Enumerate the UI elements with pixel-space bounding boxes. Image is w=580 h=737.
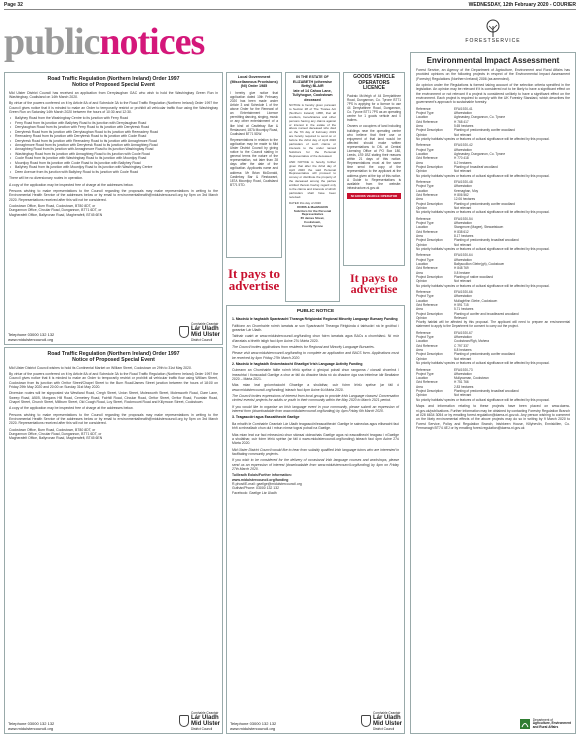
eia-label: Grid Reference	[416, 156, 438, 161]
eia-label: Area	[416, 270, 423, 275]
eia-value: Planting of predominantly broadleaf woodland	[454, 238, 519, 243]
route-item: • Mountjoy Road from its junction with Coole Road to its junction with Ballyhey Road	[15, 161, 218, 165]
eia-label: Opinion	[416, 205, 427, 210]
notice-para: Cuireann an Chomhairle fáilte roimh léiriú spéise ó ghrúpaí pobail chun ranganna / ciorcail chomhrá / imeachtaí / tionscadail Gaeilge a chur ar fáil do dhaoine fásta nó do dhaoine óga sna tréimhse idir Bealtaine 2020 – Márta 2021.	[232, 368, 399, 382]
council-logo	[179, 322, 220, 342]
eia-value: H 768 417	[454, 119, 469, 124]
page-number: Page 32	[4, 2, 23, 8]
route-item: • Washingbay Road from its junction with Annaghbeg Road to its junction with Coole Road	[15, 152, 218, 156]
route-item: • Annaghmore Road from its junction with Derrytresk Road to its junction with Annaghbeg Road	[15, 143, 218, 147]
route-item: • Ballyhey Road from its junction with Mountjoy Road to its junction with Washingbay Centre	[15, 165, 218, 169]
eia-value: EFA/1920-66	[454, 290, 473, 295]
eia-note: No priority habitats/ species or features of cultural significance will be affected by this proposal.	[416, 283, 550, 288]
eia-value: 6.8 hectares	[454, 348, 472, 353]
eia-label: Location	[416, 115, 429, 120]
eia-label: Location	[416, 339, 429, 344]
eia-label: Project Description	[416, 352, 443, 357]
eia-value: Planting of predominantly conifer woodland	[454, 201, 515, 206]
notice-para: AND NOTICE is hereby further given that after the 22nd day of April 2020 the said Personal Representative will proceed to convey or distribute the property of the deceased among the parties entitled thereto having regard only to the claims and interests of which particulars shall have been received.	[289, 159, 336, 199]
eia-value: Afforestation	[454, 111, 472, 116]
eia-notice	[410, 52, 576, 734]
route-list	[9, 116, 218, 174]
eia-value: Afforestation	[454, 221, 472, 226]
eia-value: H 770 418	[454, 156, 469, 161]
it-pays-line1: It pays to	[349, 271, 398, 285]
issue-date: WEDNESDAY, 12th February 2020 - COURIER	[468, 2, 576, 8]
council-name-irish: Lár Uladh	[190, 326, 219, 332]
daera-name1: Agriculture, Environment	[532, 721, 571, 726]
route-item: • Deen Avenue from its junction with Ballyhey Road to its junction with Coole Road	[15, 170, 218, 174]
eia-note: No priority habitats/ species or features of cultural significance will be affected by this proposal.	[416, 360, 550, 365]
eia-value: 5.65 hectares	[454, 123, 474, 128]
eia-value: EFA/1920-42	[454, 143, 473, 148]
estate-notice	[285, 72, 340, 302]
eia-label: Project Type	[416, 371, 434, 376]
goods-vehicle-notice	[343, 72, 405, 266]
notice-para: If you would like to organise an Irish language event in your community, please submit an expression of interest form (downloadable from www.midulstercouncil.org/funding) by 4pm Friday 6th March 2020.	[232, 404, 399, 414]
eia-note: No priority habitats/ species or features of cultural significance will be affected by this proposal.	[416, 173, 550, 178]
council-irish-name: Comhairle Ceantair	[372, 711, 401, 715]
eia-value: H 591 715	[454, 303, 469, 307]
notice-title: IN THE ESTATE OF ELIZABETH (otherwise Betty) BLAIR late of 14 Cahoo Lane, Tullyhogue, Cookstown deceased	[292, 75, 333, 102]
eia-value: EFA/1920-64	[454, 253, 473, 258]
eia-label: Location	[416, 298, 429, 303]
eia-label: Project Type	[416, 335, 434, 340]
notice-title: Environmental Impact Assessment	[426, 56, 560, 65]
notice-para: By virtue of the powers conferred on it by Article 8A of and Schedule 3A to the Road Traffic Regulation (Northern Ireland) Order 1997 the Council gives notice that it is minded to make an Order to temporarily restrict or prohibit all vehicular traffic flow using the Washingbay Green Run on Saturday 14th March 2020 between the hours of 10:30 and 12:30.	[9, 101, 218, 114]
eia-label: Reference	[416, 106, 431, 111]
eia-label: Location	[416, 225, 429, 230]
masthead-public: public	[4, 21, 100, 63]
eia-value: H 751 766	[454, 380, 469, 385]
daera-name2: and Rural Affairs	[532, 725, 559, 730]
notice-title: Road Traffic Regulation (Northern Ireland) Order 1997 Notice of Proposed Special Event	[47, 351, 180, 364]
eia-value: Relevant	[454, 315, 467, 320]
eia-note: No priority habitats/ species or features of cultural significance will be affected by this proposal.	[416, 210, 550, 215]
council-crest-icon	[361, 715, 371, 727]
eia-label: Project Type	[416, 294, 434, 299]
eia-project	[416, 143, 570, 177]
eia-label: Area	[416, 123, 423, 128]
eia-value: C 797 337	[454, 343, 469, 348]
tree-icon	[483, 18, 503, 38]
section-heading: 3. Teagascóirí agus Eascaitheoirí Gaeilge	[232, 415, 300, 420]
notice-para: Padraic McVeigh of 44 Derrylattinee Road, Dungannon, Co. Tyrone BT71 7PS is applying for a licence to use 44 Derrylattinee Road, Dungannon, Co. Tyrone BT71 7PS as an operating centre for 1 goods vehicle and 0 trailers.	[347, 93, 401, 123]
eia-project	[416, 217, 570, 251]
notice-para: Diversion routes will be signposted via Westland Road, Cregh Street, Union Street, Molesworth Street, Molesworth Road, Clare Lane, Sweep Road, A505, Morgans Hill Road, Cemetery Road, Fairhill Road, Circular Road, Orritor Street, Orritor Road, Fountain Road, Chapel Street, Church Street, Millburn Street, Old Coagh Road, Loy Street, Rockmount Road and Killymoon Street, Cookstown.	[9, 391, 218, 404]
eia-value: Not relevant	[454, 132, 472, 137]
eia-label: Project Description	[416, 274, 443, 279]
eia-note: No priority habitats/ species or features of cultural significance will be affected by this proposal.	[416, 246, 550, 251]
notice-para: Persons wishing to make representations to the Council regarding the proposals may make representations in writing to the Environmental Health Service of the addresses below or by email to environmentalhealth@midulstercouncil.org by 5pm on 3rd March 2020. Representations received after this will not be considered.	[9, 412, 218, 426]
council-irish-name: Comhairle Ceantair	[190, 322, 219, 326]
eia-label: Grid Reference	[416, 343, 438, 348]
eia-value: Not relevant	[454, 242, 472, 247]
eia-label: Area	[416, 233, 423, 238]
daera-logo	[520, 719, 571, 730]
eia-label: Grid Reference	[416, 380, 438, 385]
daera-dept: Department of	[532, 717, 553, 722]
notice-para: The Council invites applications from residents for Regional and Minority Language Bursaries.	[232, 345, 375, 350]
eia-label: Grid Reference	[416, 119, 438, 124]
notice-3-footer	[230, 713, 402, 731]
eia-value: Planting of native woodland	[454, 274, 493, 279]
eia-label: Reference	[416, 367, 431, 372]
eia-value: Stangmore (Magee), Stewartstown	[454, 225, 504, 230]
council-logo	[179, 711, 220, 731]
council-name-english: Mid Ulster	[372, 721, 402, 727]
council-district: District Council	[190, 338, 213, 342]
notice-title: Local Government (Miscellaneous Provisions) (NI) Order 1985	[230, 75, 278, 89]
eia-value: Afforestation	[454, 147, 472, 152]
council-name-english: Mid Ulster	[190, 332, 220, 338]
further-info: Tuilleadh Eolais/Further information:	[232, 473, 292, 478]
eia-label: Opinion	[416, 132, 427, 137]
eia-note: Priority habitat will be affected by this proposal. The applicant will need to prepare an environmental statement to apply to the Department for consent to carry out the project.	[416, 320, 570, 329]
eia-label: Location	[416, 262, 429, 267]
notice-para: There will be no diversionary routes in operation.	[9, 176, 84, 181]
daera-emblem-icon	[520, 719, 530, 729]
section-heading: 1. Maoiniú le haghaidh Sparánacht Theanga Réigiúnda/ Regional Minority Language Bursary Funding	[232, 317, 398, 322]
eia-label: Opinion	[416, 279, 427, 284]
eia-label: Grid Reference	[416, 303, 438, 307]
notice-addresses: Cookstown Office, Burn Road, Cookstown, BT80 8DT, or Dungannon Office, Circular Road, Dungannon, BT71 6DT, or Magherafelt Office, Ballyronan Road, Magherafelt, BT45 6EN	[9, 427, 103, 441]
eia-value: Planting of broadleaf woodland	[454, 164, 498, 169]
notice-para: Fáiltíonn an Chomhairle roimh iarratais ar son Sparánacht Theanga Réigiúnda ó tairiscóirí ná le gnóthaí i gceantar Lár Uladh.	[232, 323, 399, 332]
eia-value: Not relevant	[454, 279, 472, 284]
eia-value: Aghnaskey, Dungannon, Co. Tyrone	[454, 152, 506, 157]
eia-value: 6.2 hectares	[454, 160, 472, 165]
eia-label: Location	[416, 376, 429, 381]
council-logo	[361, 711, 402, 731]
eia-project	[416, 290, 570, 328]
council-district: District Council	[190, 727, 213, 731]
eia-value: Afforestation	[454, 294, 472, 299]
eia-label: Reference	[416, 216, 431, 221]
section-masthead	[4, 20, 304, 70]
eia-label: Grid Reference	[416, 266, 438, 271]
eia-value: 8.17 hectares	[454, 233, 474, 238]
notice-para: I hereby give notice that application dated 10th February 2020 has been made under Article 3 and Schedule 1 of the above Order for the Renewal of an Entertainment Licence permitting dancing, singing, music or any other entertainment of a like kind at Castlebay Bar & Restaurant, 187A Mountjoy Road, Coalisland BT71 5DW.	[230, 90, 279, 136]
notice-para: Mid Ulster District Council wishes to hold its Continental Market on William Street, Cookstown on 29th to 31st May 2020.	[9, 365, 192, 370]
eia-value: 5.71 hectares	[454, 307, 474, 312]
notice-para: Mid Ulster District Council would like to hear from suitably qualified Irish language tutors who are interested in facilitating community projects.	[232, 447, 399, 456]
eia-label: Location	[416, 152, 429, 157]
eia-value: Planting of predominantly broadleaf woodland	[454, 389, 519, 394]
eia-label: Reference	[416, 143, 431, 148]
notice-para: Más mian leat gníomhaíocht Ghaeilge a sholáthar, cuir foirm léiriú spéise (ar fáil ó www.midulstercouncil.org/funding) isteach faoi 4pm Aoine 6ú Márta 2020.	[232, 383, 399, 392]
notice-para: Maps and information relating to these projects have been placed on www.daera-ni.gov.uk/publications. Further information may be obtained by contacting Forestry Regulation Branch at 028 6634 3054 or by emailing forest.regulation@daera-ni.gov.uk. Any person wishing to comment on the likely environmental effects of the above projects may do so in writing by 9 March 2020 to Forest Service, Policy and Regulation Branch, Inishkeen House, Killyhevlin, Enniskillen, Co. Fermanagh BT74 4EJ or by emailing forest.regulation@daera-ni.gov.uk	[416, 404, 570, 430]
council-irish-name: Comhairle Ceantair	[190, 711, 219, 715]
eia-label: Project Type	[416, 257, 434, 262]
eia-label: Grid Reference	[416, 229, 438, 234]
eia-project	[416, 107, 570, 141]
notice-addresses: Cookstown Office, Burn Road, Cookstown, BT80 8DT, or Dungannon Office, Circular Road, Dungannon, BT71 6DT, or Magherafelt Office, Ballyronan Road, Magherafelt, BT45 6EN	[9, 203, 103, 217]
notice-para: Representations in relation to the application may be made to Mid Ulster District Council by giving notice to the Council stating in general terms the nature of the representation, not later than 28 days after the date of the application. Applicants name and address: Mr Brian McDonald, Castlebay Bar & Restaurant, 187A Mountjoy Road, Coalisland BT71 5TD.	[230, 137, 278, 187]
eia-value: Afforestation	[454, 257, 472, 262]
notice-para: Owners or occupiers of land including buildings near the operating centre who believe that their use or enjoyment of that land would be affected should make written representations to DfL at Central Licensing Office at PO Box 180, Leeds, LS9 1BZ stating their reasons within 21 days of this notice. Representations must at the same time send the copy of the representation to the applicant at the address given at the top of this notice. A Guide to Representations is available from the website: infrastructure-ni.gov.uk	[347, 124, 401, 190]
eia-value: EFA/1920-67	[454, 330, 473, 335]
eia-value: Not relevant	[454, 356, 472, 361]
route-item: • Coole Road from its junction with Washingbay Road to its junction with Mountjoy Road	[15, 156, 218, 160]
eia-value: H 806 562	[454, 192, 469, 197]
it-pays-ad	[343, 269, 405, 302]
eia-label: Area	[416, 160, 423, 165]
eia-label: Area	[416, 307, 423, 312]
eia-label: Project Description	[416, 311, 443, 316]
eia-label: Opinion	[416, 393, 427, 398]
eia-value: Not relevant	[454, 169, 472, 174]
notice-para: Tabhair cuairt ar www.midulstercouncil.org/funding chun foirm iarratais agus BACs a chomhlánú. Ní mór d'iarratais a bheith istigh faoi 4pm Aoine 27ú Márta 2020.	[232, 334, 399, 343]
info-phone: Guthán/Phone: 03000 132 132	[232, 486, 280, 491]
irish-language-notice	[226, 305, 405, 734]
route-item: • Annaghbeg Road from its junction with Annaghmore Road to its junction Washingbay Road	[15, 147, 218, 151]
eia-value: Not relevant	[454, 205, 472, 210]
eia-value: EFA/1920-41	[454, 106, 473, 111]
notice-para: Forest Service, an Agency of the Department of Agriculture, Environment and Rural Affairs has provided opinions on the following projects in respect of the Environmental Impact Assessment (Forestry) Regulations (Northern Ireland) 2006 (as amended).	[416, 68, 570, 81]
eia-label: Reference	[416, 253, 431, 258]
notice-para: Please visit www.midulstercouncil.org/funding to complete an application and BACS form. Applications must be received by 4pm Friday 27th March 2020.	[232, 351, 399, 360]
eia-project	[416, 180, 570, 214]
it-pays-line1: It pays to	[227, 266, 280, 281]
eia-value: 0.8 hectare	[454, 270, 470, 275]
council-crest-icon	[179, 715, 189, 727]
eia-value: Keenaghan, Moy	[454, 188, 479, 193]
eia-label: Project Description	[416, 238, 443, 243]
eia-value: EFA/1920-54	[454, 216, 473, 221]
notice-para: By virtue of the powers conferred on it by Article 8A of and Schedule 3A to the Road Traffic Regulation (Northern Ireland) Order 1997 the Council gives notice that it is minded to make an Order to temporarily restrict or prohibit all vehicular traffic flow using William Street, Cookstown from its junction with Orritor Street/Chapel Street to the Burn Road/James Street junction between the hours of 18:00 on Friday 29th May 2020 and 20:00 on Sunday 31st May 2020.	[9, 371, 218, 389]
eia-value: Afforestation	[454, 184, 472, 189]
notice-para: An opinion under the Regulations is formed taking account of the selection criteria specified in the legislation. An opinion may be relevant if it is considered not to be likely to have a significant effect on the environment or not relevant if a project is considered unlikely to have a significant effect on the environment. Each project is required to comply with the UK Forestry Standard, which describes the government's approach to sustainable forestry.	[416, 83, 570, 105]
eia-label: Opinion	[416, 356, 427, 361]
operator-badge: NI GOODS VEHICLE OPERATOR	[347, 193, 401, 199]
eia-label: Opinion	[416, 315, 427, 320]
eia-value: Afforestation	[454, 335, 472, 340]
route-item: • Ferry Road from its junction with Ballyhey Road to its junction with Derrylaughan Road	[15, 121, 218, 125]
route-item: • Ballyhey Road from the Washingbay Centre to its junction with Ferry Road	[15, 116, 218, 120]
eia-value: Planting of predominantly conifer woodland	[454, 128, 515, 133]
route-item: • Reenadery Road from its junction with Derrytresk Road to its junction with Coole Road	[15, 134, 218, 138]
eia-value: H 838 612	[454, 229, 469, 234]
eia-value: Mullaghfinn Glebe, Cookstown	[454, 298, 498, 303]
eia-project-list	[416, 107, 570, 402]
notice-para: If you wish to be considered for the delivery of occasional Irish language courses and workshops, please send us an expression of interest (downloadable from www.midulstercouncil.org/funding) by 4pm on Friday 27th March 2020.	[232, 458, 399, 471]
eia-label: Opinion	[416, 169, 427, 174]
council-name-english: Mid Ulster	[190, 721, 220, 727]
eia-label: Opinion	[416, 242, 427, 247]
eia-label: Reference	[416, 330, 431, 335]
eia-value: Not relevant	[454, 393, 472, 398]
notice-title: PUBLIC NOTICE	[296, 309, 335, 314]
eia-label: Project Type	[416, 221, 434, 226]
notice-para: Mid Ulster District Council has received an application from Derrylaughan GAC who wish to hold the Washingbay Green Run in Washingbay, Coalisland on 14th March 2020.	[9, 90, 218, 99]
road-traffic-notice-2	[4, 347, 223, 734]
notice-2-footer	[8, 711, 220, 731]
masthead-notices: notices	[99, 21, 205, 63]
eia-label: Location	[416, 188, 429, 193]
eia-note: No priority habitats/ species or features of cultural significance will be affected by this proposal.	[416, 397, 550, 402]
eia-value: Planting of predominantly conifer woodland	[454, 352, 515, 357]
notice-title: GOODS VEHICLE OPERATORS LICENCE	[353, 74, 395, 92]
route-item: • Derrytresk Road from its junction with Reenadery Road to its junction with Annaghmore Road	[15, 139, 218, 143]
eia-label: Area	[416, 197, 423, 202]
it-pays-line2: advertise	[228, 278, 280, 293]
eia-label: Area	[416, 384, 423, 389]
eia-value: Planting of conifer and broadleaved woodland	[454, 311, 519, 316]
notice-para: NOTICE is hereby given pursuant to Section 28 of The Trustee Act (Northern Ireland) 1958, that all creditors, beneficiaries and other persons having any claims against or interest in the estate of the above named deceased who died on the 7th day of February 2019 are hereby required to send on or before the 22nd day of April 2020 particulars of such claims or interests to the under named Solicitors for the Personal Representative of the deceased.	[289, 103, 336, 158]
eia-project	[416, 253, 570, 287]
notice-para: A copy of the application may be inspected free of charge at the addresses below.	[9, 406, 134, 411]
route-item: • Derrytresk Road from its junction with Derrylaughan Road to its junction with Reenadery Road	[15, 130, 218, 134]
it-pays-ad	[226, 262, 282, 302]
road-traffic-notice-1	[4, 72, 223, 345]
eia-label: Project Type	[416, 111, 434, 116]
eia-label: Area	[416, 348, 423, 353]
entertainment-licence-notice	[226, 72, 282, 258]
forest-service-wordmark: FORESTSERVICE	[465, 38, 521, 44]
council-name-irish: Lár Uladh	[372, 715, 401, 721]
dated-line: DATED this day of 2020	[289, 200, 321, 205]
eia-label: Project Type	[416, 147, 434, 152]
info-email: R-phost/E-mail: gaeilge@midulstercouncil.org	[232, 481, 302, 486]
page-header	[4, 1, 576, 10]
eia-label: Project Description	[416, 164, 443, 169]
notice-title: Road Traffic Regulation (Northern Ireland) Order 1997 Notice of Proposed Special Event	[47, 76, 180, 89]
eia-label: Project Type	[416, 184, 434, 189]
eia-label: Reference	[416, 290, 431, 295]
eia-project	[416, 331, 570, 365]
eia-label: Project Description	[416, 201, 443, 206]
eia-value: 2.83 hectares	[454, 384, 474, 389]
council-name-irish: Lár Uladh	[190, 715, 219, 721]
solicitor-block: DORIS & MacMAHON Solicitors for the Personal Representative 65 James Street, Cookstown, County Tyrone	[293, 204, 332, 229]
eia-value: H 848 769	[454, 266, 469, 271]
eia-value: EFA/1920-48	[454, 180, 473, 185]
eia-label: Grid Reference	[416, 192, 438, 197]
notice-para: Más mian leat cur faoi mheasúnú chun stánsaí oideachais Gaeilge agus nó eascaitheoir/ teagasc i nGaeilge a sholáthar, cuir foirm léiriú spéise (ar fáil ó www.midulstercouncil.org/funding) isteach faoi 4pm Aoine 27ú Márta 2020.	[232, 432, 399, 446]
notice-para: Persons wishing to make representations to the Council regarding the proposals may make representations in writing to the Environmental Health Service of the addresses below or by email to environmentalhealth@midulstercouncil.org by 5pm on 3rd March 2020. Representations received after this will not be considered.	[9, 188, 218, 202]
forest-service-logo	[410, 18, 576, 48]
info-facebook: Facebook: Gaeilge Lár Uladh	[232, 490, 277, 495]
eia-row-op	[416, 393, 570, 397]
eia-note: No priority habitats/ species or features of cultural significance will be affected by this proposal.	[416, 136, 550, 141]
eia-label: Reference	[416, 180, 431, 185]
eia-label: Project Description	[416, 128, 443, 133]
section-heading: 2. Maoiniú le haghaidh Gníomhaíocht Ghaeilge/ Irish Language Activity Funding	[232, 362, 363, 367]
eia-label: Project Description	[416, 389, 443, 394]
route-item: • Derrylaughan Road from its junction with Ferry Road to its junction with Derrytresk Road	[15, 125, 218, 129]
council-district: District Council	[372, 727, 395, 731]
eia-value: EFA/1920-73	[454, 367, 473, 372]
eia-project	[416, 368, 570, 402]
eia-value: Afforestation	[454, 371, 472, 376]
notice-1-footer	[8, 322, 220, 342]
info-website: www.midulstercouncil.org/funding	[232, 477, 289, 482]
eia-value: Cookstown/Rgh, Mahera	[454, 339, 490, 344]
telephone-text: Telephone 03000 132 132 www.midulstercouncil.org	[8, 332, 55, 342]
notice-para: Ba mhaith le Comhairle Ceantair Lár Uladh teagascóirí/eascaitheoirí Gaeilge le saineolas agus eiliseacht faoi bhfí a mheallach chun dul i mbun nimse tograí pobail na Gaeilge.	[232, 421, 399, 431]
telephone-text: Telephone 03000 132 132 www.midulstercouncil.org	[230, 721, 277, 731]
eia-value: 12.06 hectares	[454, 197, 476, 202]
eia-row-op	[416, 279, 570, 283]
telephone-text: Telephone 03000 132 132 www.midulstercouncil.org	[8, 721, 55, 731]
notice-para: The Council invites expressions of interest from local groups to provide Irish Language classes/ Conversation circles/ events/ projects for adults or youth in their community within the May 2020 to March 2021 period.	[232, 394, 399, 403]
eia-value: Mullycarnan, Cookstown	[454, 376, 489, 381]
eia-row-op	[416, 169, 570, 173]
notice-para: A copy of the application may be inspected free of charge at the addresses below.	[9, 182, 134, 187]
it-pays-line2: advertise	[350, 282, 398, 296]
council-crest-icon	[179, 326, 189, 338]
eia-value: Ballyscullion Glebe(gh), Cookstown	[454, 262, 505, 267]
eia-value: Aghnaskey, Dungannon, Co. Tyrone	[454, 115, 506, 120]
